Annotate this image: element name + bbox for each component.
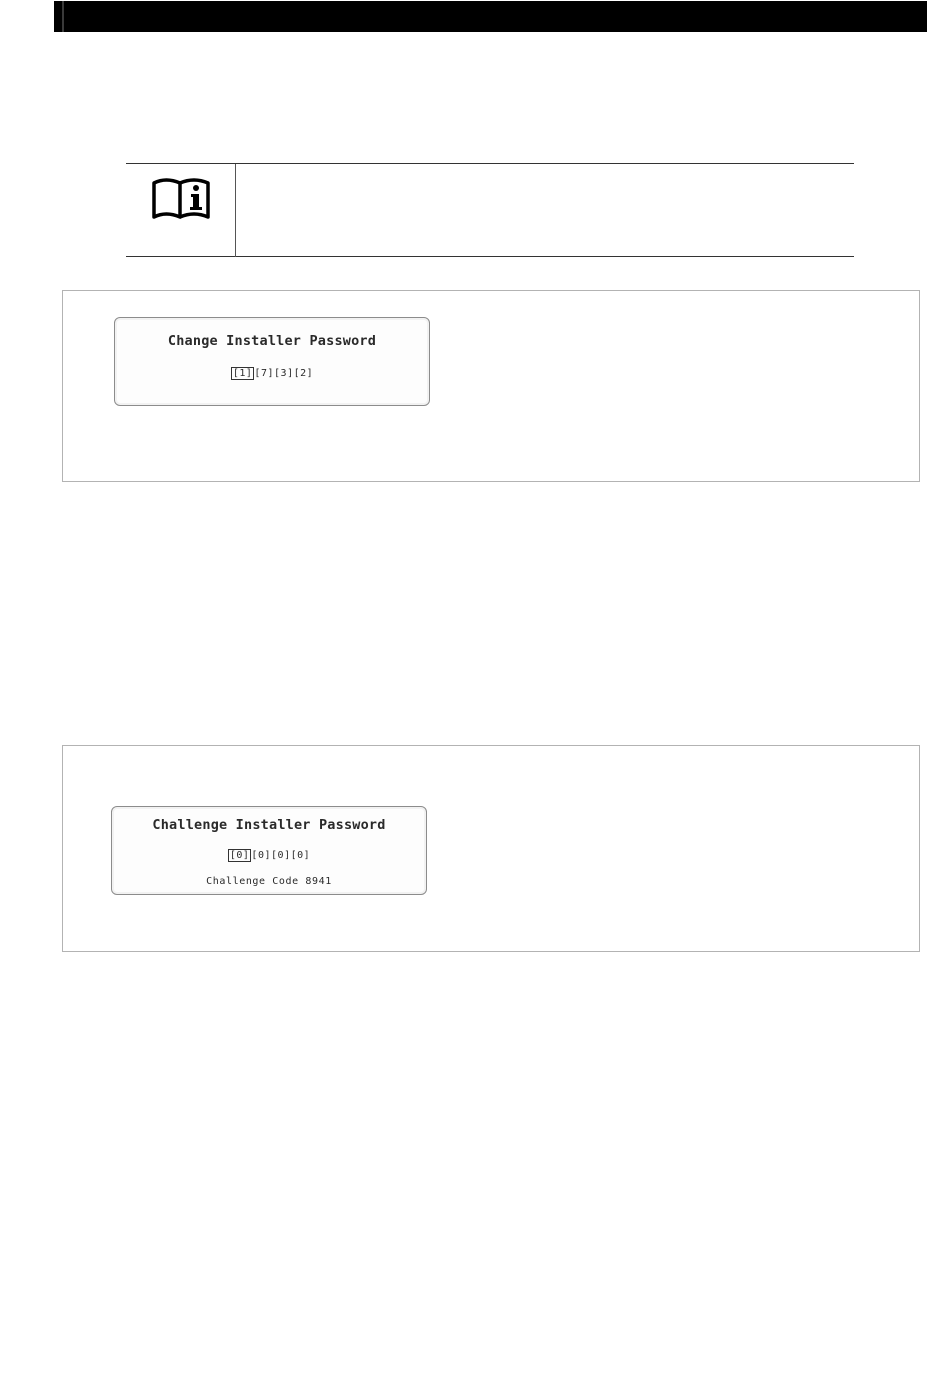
screen-panel-challenge-password [62,745,920,952]
note-divider [235,164,236,257]
password-digit: [0] [271,850,291,861]
lcd-title: Change Installer Password [167,333,377,349]
lcd-display [111,806,427,895]
manual-info-icon [151,177,213,221]
header-bar [54,1,927,32]
screen-panel-change-password [62,290,920,482]
note-box [126,163,854,257]
password-digit: [3] [274,368,294,379]
lcd-display [114,317,430,406]
password-digit: [0] [229,850,250,861]
challenge-code-text: Challenge Code 8941 [206,876,332,887]
password-digits [112,849,426,862]
password-digit: [2] [293,368,314,379]
password-digits [115,367,429,380]
password-digit: [7] [254,368,274,379]
password-digit: [0] [290,850,311,861]
header-stripe [62,1,64,32]
password-digit: [0] [251,850,271,861]
lcd-title: Challenge Installer Password [152,817,386,833]
password-digit: [1] [232,368,253,379]
